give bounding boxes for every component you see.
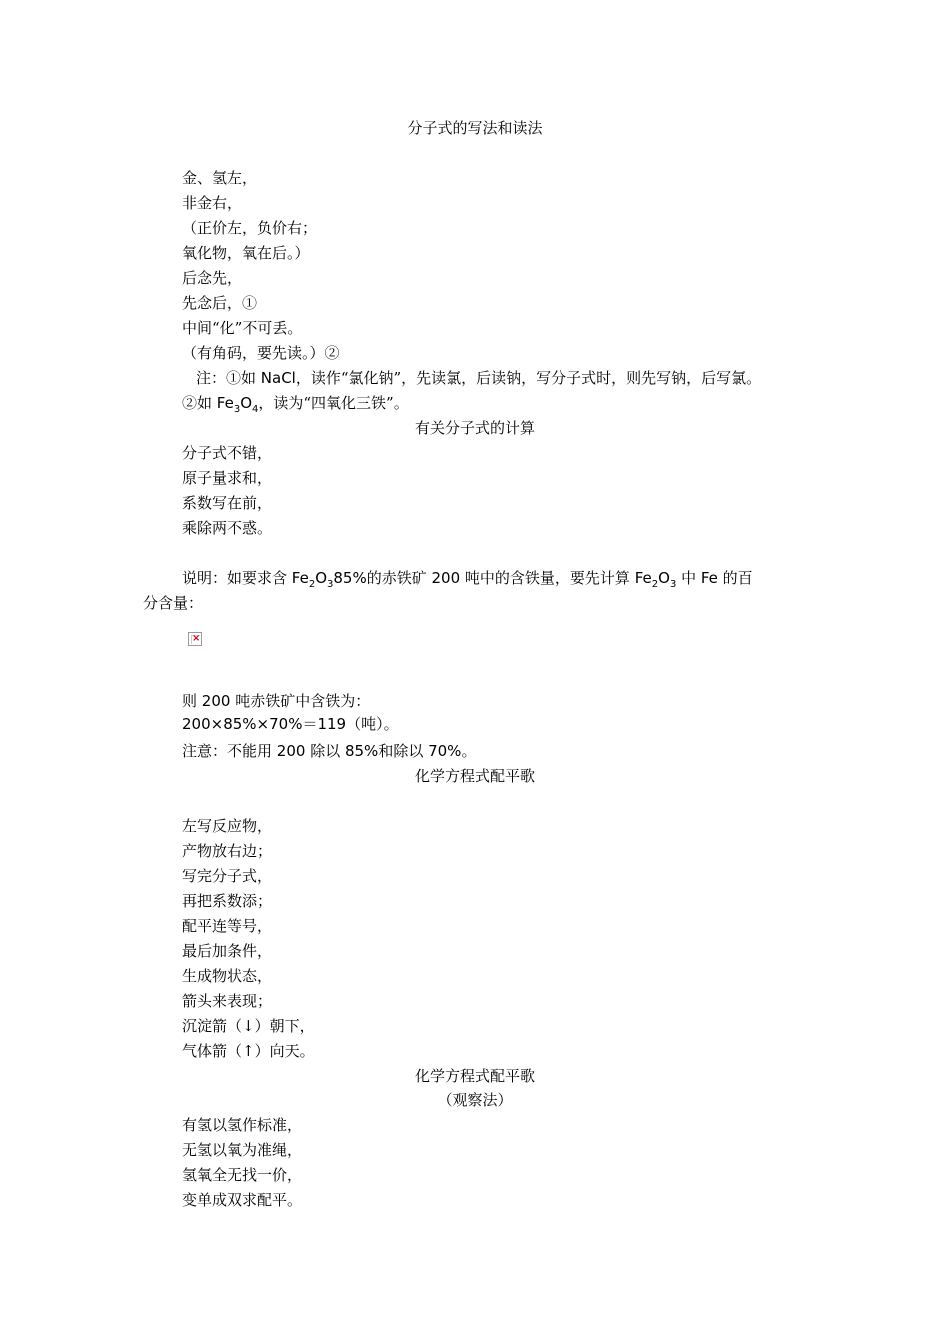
caution-line: 注意：不能用 200 除以 85%和除以 70%。	[182, 742, 477, 760]
verse-line: 非金右，	[182, 194, 243, 212]
verse-line: 箭头来表现；	[182, 992, 273, 1010]
verse-line: 先念后，①	[182, 294, 258, 312]
verse-line: 原子量求和，	[182, 469, 273, 487]
calculation-line: 200×85%×70%＝119（吨）。	[182, 715, 399, 733]
explanation-paragraph-continued: 分含量：	[143, 594, 204, 612]
note-naming-example: 注：①如 NaCl，读作“氯化钠”，先读氯，后读钠，写分子式时，则先写钠，后写氯。	[196, 369, 762, 387]
section-title-equation-balancing-observation: 化学方程式配平歌	[414, 1067, 535, 1085]
section-title-formula-calculation: 有关分子式的计算	[414, 419, 535, 437]
result-line: 则 200 吨赤铁矿中含铁为：	[182, 692, 371, 710]
verse-line: （有角码，要先读。）②	[182, 344, 340, 362]
formula-fe3o4: $Fe_3O_4$	[216, 394, 259, 415]
verse-line: 无氢以氧为准绳，	[182, 1141, 303, 1159]
verse-line: 产物放右边；	[182, 842, 273, 860]
verse-line: 系数写在前，	[182, 494, 273, 512]
verse-line: 沉淀箭（↓）朝下，	[182, 1017, 315, 1035]
explanation-paragraph: 说明：如要求含 $Fe_2O_385\%$的赤铁矿 200 吨中的含铁量，要先计算 $Fe_2O_3$ 中 Fe 的百	[182, 569, 753, 590]
verse-line: 变单成双求配平。	[182, 1191, 303, 1209]
section-subtitle: （观察法）	[437, 1091, 513, 1109]
verse-line: 生成物状态，	[182, 967, 273, 985]
verse-line: 分子式不错，	[182, 444, 273, 462]
verse-line: 写完分子式，	[182, 867, 273, 885]
verse-line: 有氢以氢作标准，	[182, 1116, 303, 1134]
note-subscript-example: ②如 $Fe_3O_4$，读为“四氧化三铁”。	[182, 394, 409, 415]
verse-line: 中间“化”不可丢。	[182, 319, 303, 337]
verse-line: 最后加条件，	[182, 942, 273, 960]
verse-line: 氢氧全无找一价，	[182, 1166, 303, 1184]
verse-line: 再把系数添；	[182, 892, 273, 910]
verse-line: 左写反应物，	[182, 817, 273, 835]
broken-image-icon: ×	[188, 632, 202, 646]
verse-line: 配平连等号，	[182, 917, 273, 935]
verse-line: （正价左，负价右；	[182, 219, 318, 237]
verse-line: 金、氢左，	[182, 169, 258, 187]
formula-nacl: NaCl	[260, 369, 296, 387]
section-title-equation-balancing: 化学方程式配平歌	[414, 767, 535, 785]
verse-line: 氧化物，氧在后。）	[182, 244, 310, 262]
verse-line: 后念先，	[182, 269, 243, 287]
verse-line: 气体箭（↑）向天。	[182, 1042, 315, 1060]
section-title-formula-writing: 分子式的写法和读法	[407, 119, 543, 137]
verse-line: 乘除两不惑。	[182, 519, 273, 537]
